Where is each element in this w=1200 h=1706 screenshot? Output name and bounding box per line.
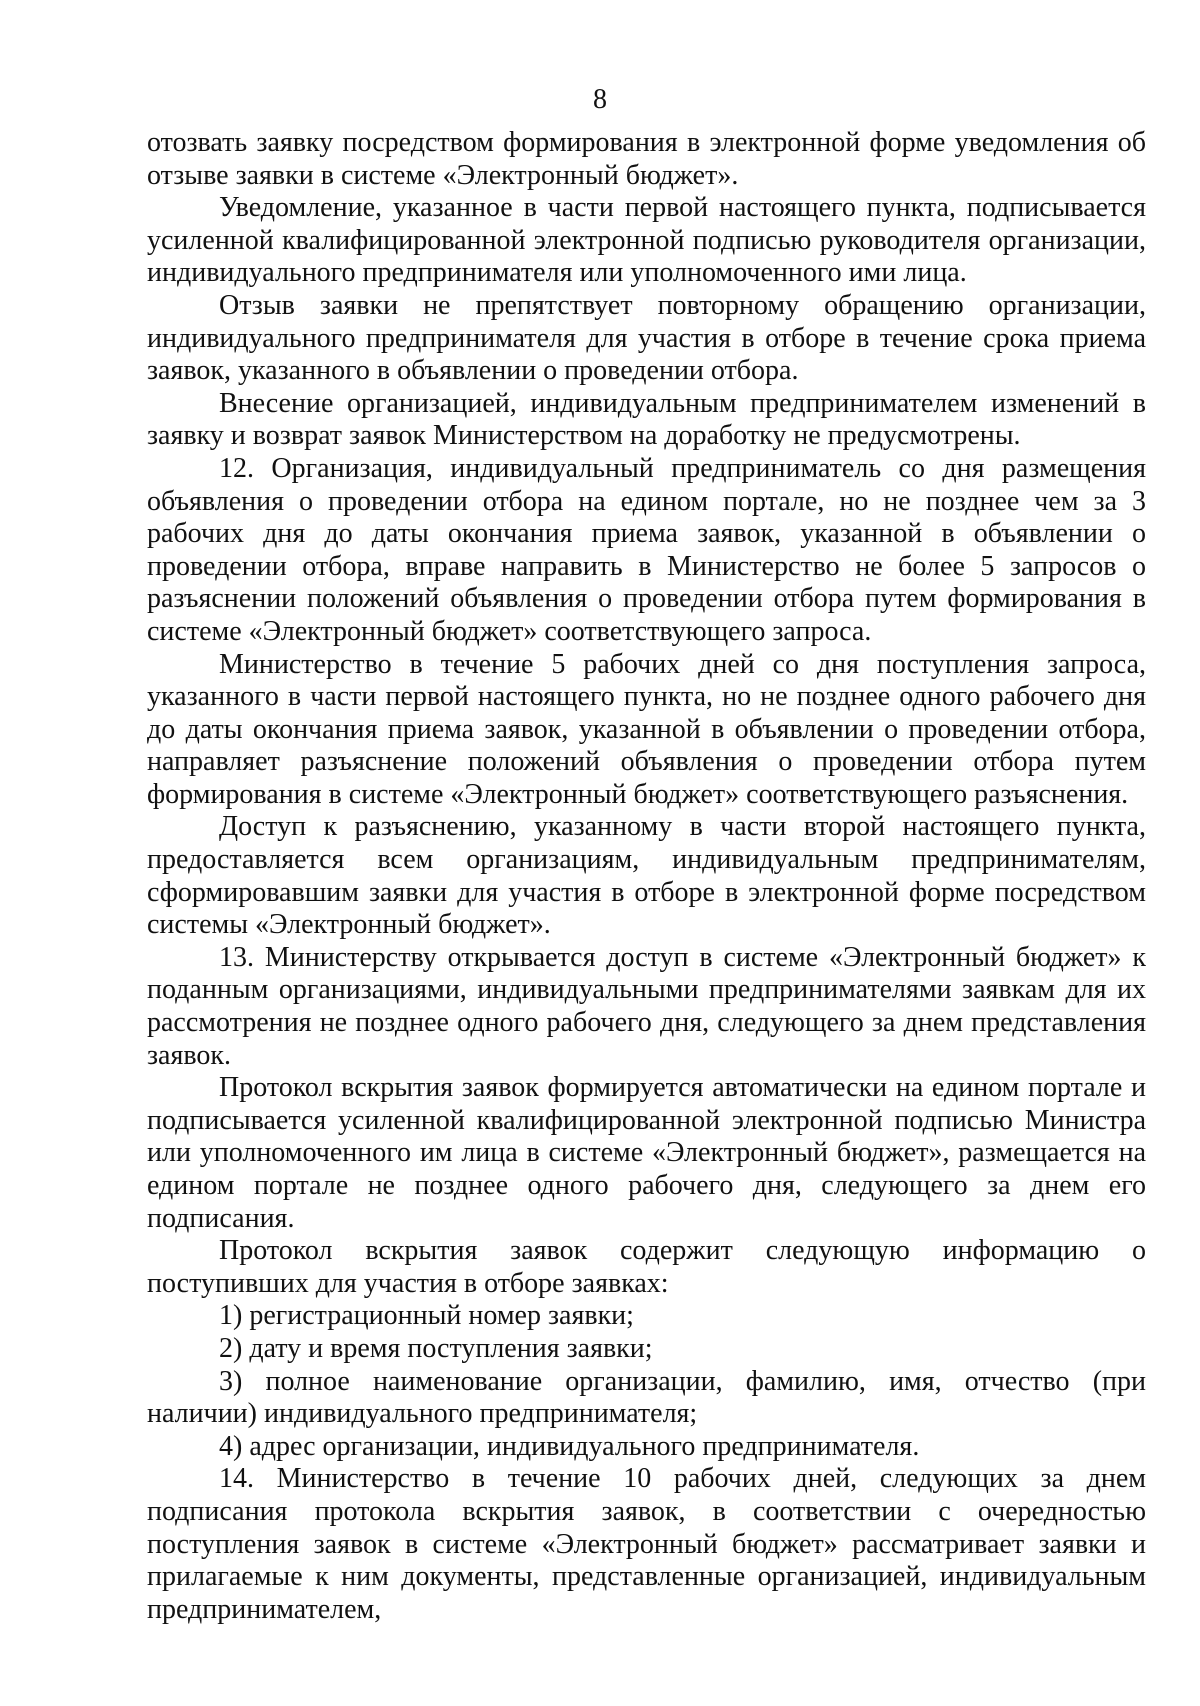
list-item: 1) регистрационный номер заявки;: [219, 1300, 634, 1332]
paragraph: Протокол вскрытия заявок содержит следующую информацию о поступивших для участия в отборе заявках:: [147, 1235, 1146, 1299]
paragraph: Доступ к разъяснению, указанному в части второй настоящего пункта, предоставляется всем организациям, индивидуальным предпринимателям, сформировавшим заявки для участия в отборе в электронной форме посредством системы «Электронный бюджет».: [147, 811, 1146, 941]
paragraph: Протокол вскрытия заявок формируется автоматически на едином портале и подписывается усиленной квалифицированной электронной подписью Министра или уполномоченного им лица в системе «Электронный бюджет», размещается на едином портале не позднее одного рабочего дня, следующего за днем его подписания.: [147, 1072, 1146, 1234]
document-body: [147, 127, 1146, 1626]
list-item: 3) полное наименование организации, фамилию, имя, отчество (при наличии) индивидуального предпринимателя;: [147, 1365, 1146, 1430]
paragraph-item-13: 13. Министерству открывается доступ в системе «Электронный бюджет» к поданным организациями, индивидуальными предпринимателями заявкам для их рассмотрения не позднее одного рабочего дня, следующего за днем представления заявок.: [147, 941, 1146, 1071]
paragraph-item-14: 14. Министерство в течение 10 рабочих дней, следующих за днем подписания протокола вскрытия заявок, в соответствии с очередностью поступления заявок в системе «Электронный бюджет» рассматривает заявки и прилагаемые к ним документы, представленные организацией, индивидуальным предпринимателем,: [147, 1463, 1146, 1625]
list-item: 2) дату и время поступления заявки;: [219, 1332, 653, 1364]
paragraph: Отзыв заявки не препятствует повторному обращению организации, индивидуального предпринимателя для участия в отборе в течение срока приема заявок, указанного в объявлении о проведении отбора.: [147, 289, 1146, 387]
paragraph: Внесение организацией, индивидуальным предпринимателем изменений в заявку и возврат заявок Министерством на доработку не предусмотрены.: [147, 387, 1146, 452]
page-number: 8: [593, 84, 607, 115]
paragraph: Уведомление, указанное в части первой настоящего пункта, подписывается усиленной квалифицированной электронной подписью руководителя организации, индивидуального предпринимателя или уполномоченного ими лица.: [147, 192, 1146, 289]
paragraph-continuation: отозвать заявку посредством формирования в электронной форме уведомления об отзыве заявки в системе «Электронный бюджет».: [147, 127, 1146, 191]
paragraph-item-12: 12. Организация, индивидуальный предприниматель со дня размещения объявления о проведении отбора на едином портале, но не позднее чем за 3 рабочих дня до даты окончания приема заявок, указанной в объявлении о проведении отбора, вправе направить в Министерство не более 5 запросов о разъяснении положений объявления о проведении отбора путем формирования в системе «Электронный бюджет» соответствующего запроса.: [147, 452, 1146, 647]
list-item: 4) адрес организации, индивидуального предпринимателя.: [219, 1430, 920, 1462]
paragraph: Министерство в течение 5 рабочих дней со дня поступления запроса, указанного в части первой настоящего пункта, но не позднее одного рабочего дня до даты окончания приема заявок, указанной в объявлении о проведении отбора, направляет разъяснение положений объявления о проведении отбора путем формирования в системе «Электронный бюджет» соответствующего разъяснения.: [147, 648, 1146, 810]
